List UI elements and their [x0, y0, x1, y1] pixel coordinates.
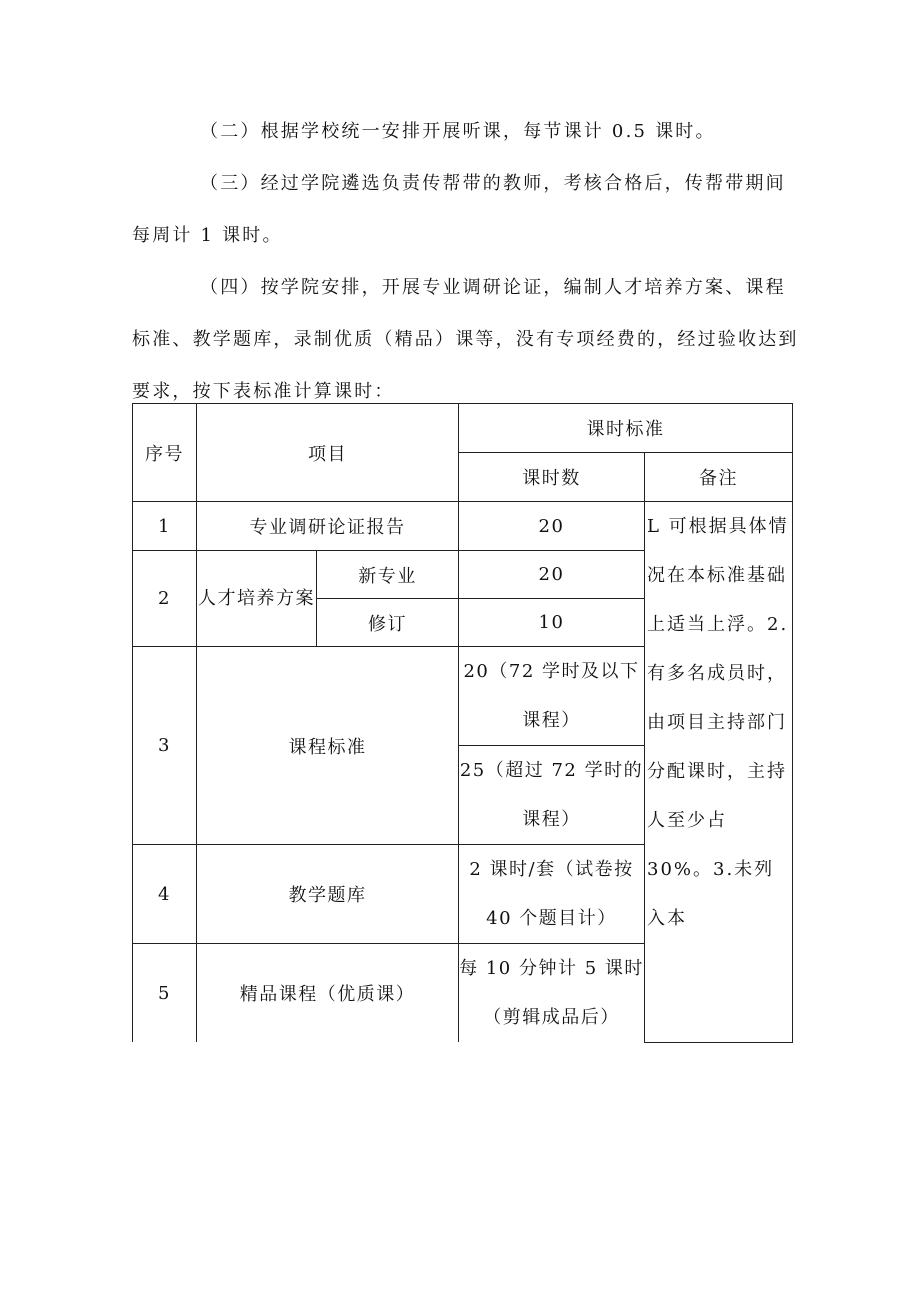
row-seq: 5 — [133, 944, 197, 1043]
row-item: 精品课程（优质课） — [197, 944, 459, 1043]
row-hours: 2 课时/套（试卷按 40 个题目计） — [459, 845, 645, 944]
remark-cell: L 可根据具体情况在本标准基础上适当上浮。2. 有多名成员时，由项目主持部门分配课时，主持人至少占30%。3.未列入本 — [645, 502, 793, 1043]
row-seq: 3 — [133, 647, 197, 845]
paragraph-listening: （二）根据学校统一安排开展听课，每节课计 0.5 课时。 — [200, 121, 716, 142]
table-row — [133, 502, 793, 551]
header-hours: 课时数 — [459, 453, 645, 502]
row-hours: 每 10 分钟计 5 课时（剪辑成品后） — [459, 944, 645, 1043]
row-seq: 4 — [133, 845, 197, 944]
row-subitem: 新专业 — [317, 551, 459, 599]
row-hours: 20 — [459, 502, 645, 551]
header-seq: 序号 — [133, 404, 197, 502]
row-subitem: 修订 — [317, 599, 459, 647]
paragraph-research: （四）按学院安排，开展专业调研论证，编制人才培养方案、课程标准、教学题库，录制优质（精品）课等，没有专项经费的，经过验收达到要求，按下表标准计算课时： — [132, 277, 799, 402]
row-hours: 25（超过 72 学时的课程） — [459, 746, 645, 845]
workload-standard-table — [132, 403, 793, 1043]
header-standard: 课时标准 — [459, 404, 793, 453]
row-item: 人才培养方案 — [197, 551, 317, 647]
row-seq: 2 — [133, 551, 197, 647]
row-item: 教学题库 — [197, 845, 459, 944]
header-row — [133, 404, 793, 453]
row-hours: 20（72 学时及以下课程） — [459, 647, 645, 746]
row-seq: 1 — [133, 502, 197, 551]
header-item: 项目 — [197, 404, 459, 502]
row-item: 专业调研论证报告 — [197, 502, 459, 551]
header-remark: 备注 — [645, 453, 793, 502]
row-item: 课程标准 — [197, 647, 459, 845]
paragraph-mentoring: （三）经过学院遴选负责传帮带的教师，考核合格后，传帮带期间每周计 1 课时。 — [132, 173, 786, 246]
row-hours: 20 — [459, 551, 645, 599]
row-hours: 10 — [459, 599, 645, 647]
